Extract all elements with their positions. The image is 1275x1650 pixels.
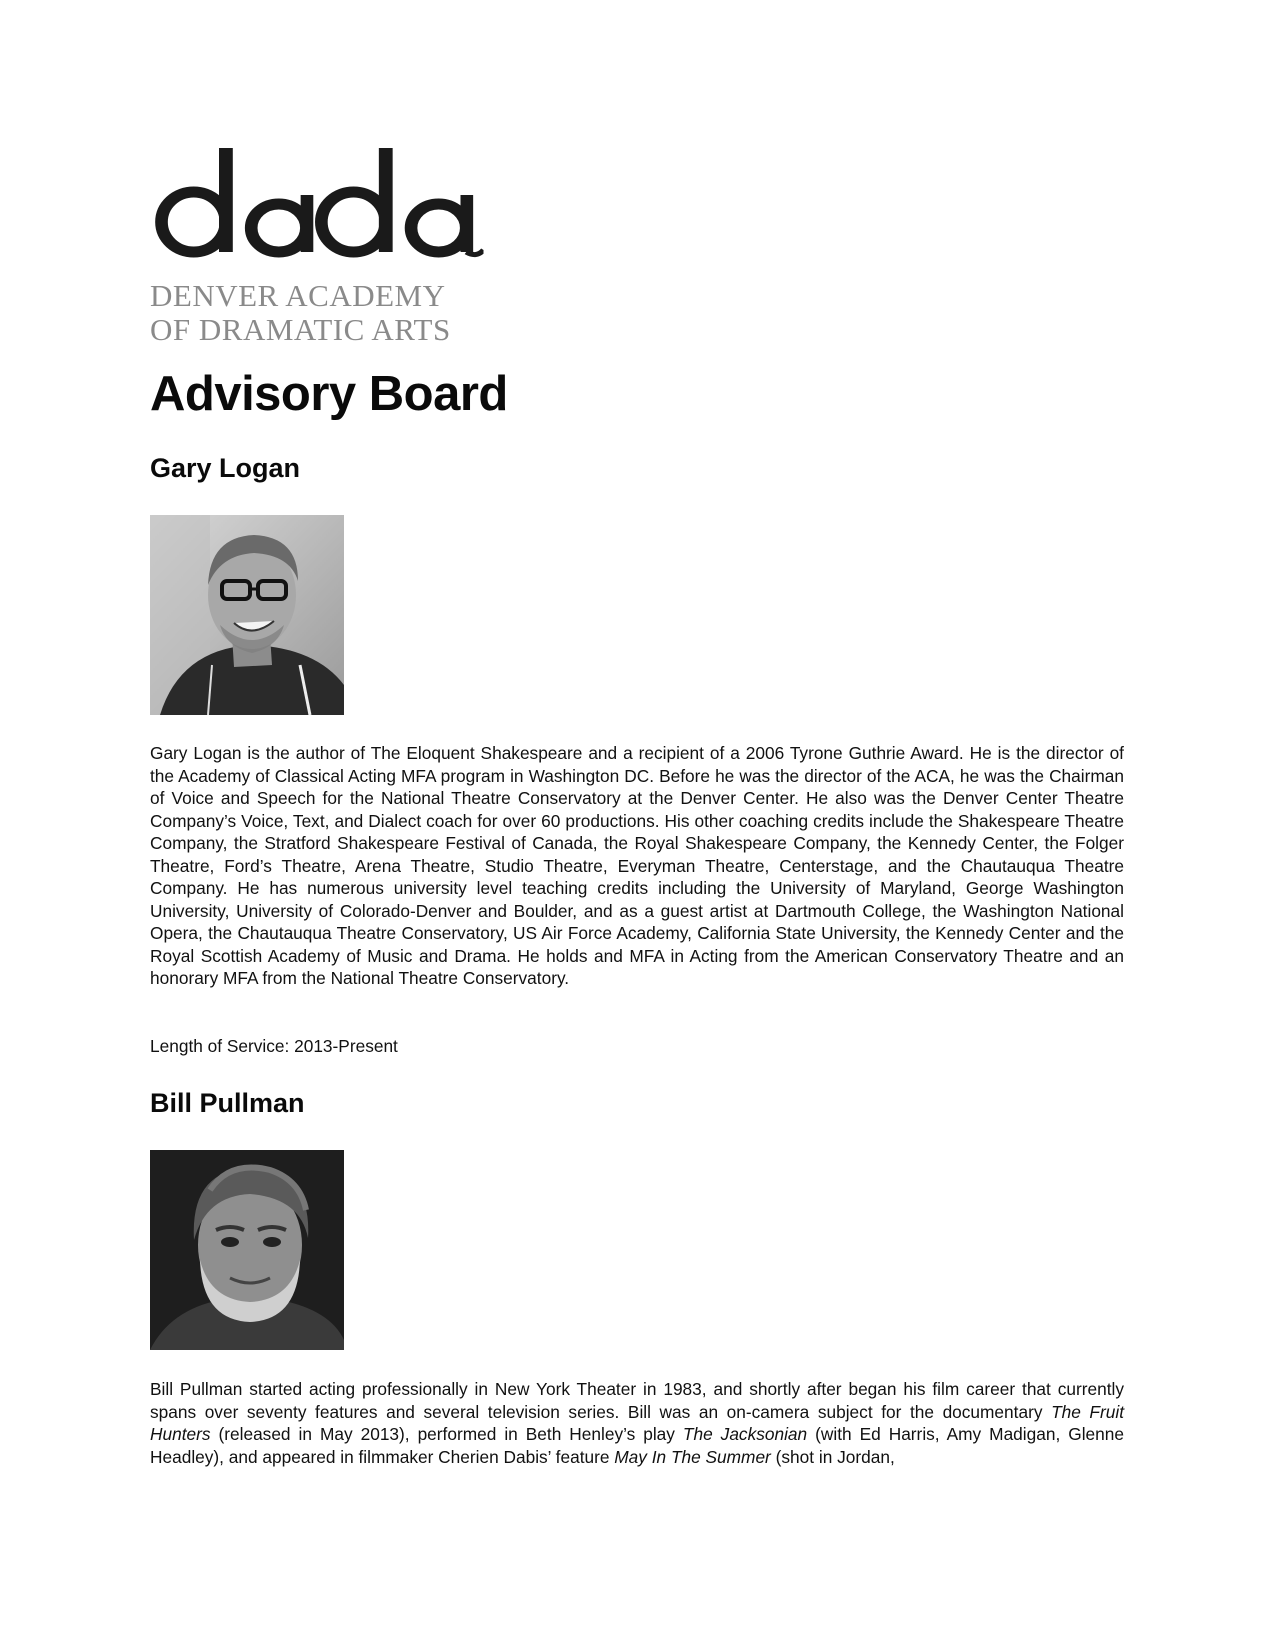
bio-film-title-may-in-the-summer: May In The Summer xyxy=(614,1446,771,1467)
member-service-gary-logan: Length of Service: 2013-Present xyxy=(150,1036,398,1056)
logo-line-1: DENVER ACADEMY xyxy=(150,278,446,313)
academy-logo xyxy=(150,140,470,345)
member-name-gary-logan: Gary Logan xyxy=(150,453,301,483)
member-bio-gary-logan: Gary Logan is the author of The Eloquent Shakespeare and a recipient of a 2006 Tyrone Guthrie Award. He is the director of the Academy of Classical Acting MFA program in Washington DC. Before he was the director of the ACA, he was the Chairman of Voice and Speech for the National Theatre Conservatory at the Denver Center. He also was the Denver Center Theatre Company’s Voice, Text, and Dialect coach for over 60 productions. His other coaching credits include the Shakespeare Theatre Company, the Stratford Shakespeare Festival of Canada, the Royal Shakespeare Company, the Kennedy Center, the Folger Theatre, Ford’s Theatre, Arena Theatre, Studio Theatre, Everyman Theatre, Centerstage, and the Chautauqua Theatre Company. He has numerous university level teaching credits including the University of Maryland, George Washington University, University of Colorado-Denver and Boulder, and as a guest artist at Dartmouth College, the Washington National Opera, the Chautauqua Theatre Conservatory, US Air Force Academy, California State University, the Kennedy Center and the Royal Scottish Academy of Music and Drama. He holds and MFA in Acting from the American Conservatory Theatre and an honorary MFA from the National Theatre Conservatory. xyxy=(150,743,1124,988)
member-name-bill-pullman: Bill Pullman xyxy=(150,1088,305,1118)
page-title: Advisory Board xyxy=(150,367,508,421)
bio-text-4: (shot in Jordan, xyxy=(770,1446,895,1467)
bio-text-2: (released in May 2013), performed in Beth Henley’s play xyxy=(210,1424,683,1444)
bio-film-title-fruit-hunters: The Fruit Hunters xyxy=(150,1401,1124,1444)
logo-line-2: OF DRAMATIC ARTS xyxy=(150,312,451,347)
logo-wordmark xyxy=(150,140,484,270)
member-bio-bill-pullman xyxy=(150,1378,1124,1468)
bio-text-1: Bill Pullman started acting professionally in New York Theater in 1983, and shortly after began his film career that currently spans over seventy features and several television series. Bill was an on-camera subject for the documentary xyxy=(150,1379,1124,1422)
portrait-image xyxy=(150,515,344,715)
member-photo-bill-pullman xyxy=(150,1150,344,1350)
bio-text-3: (with Ed Harris, Amy Madigan, Glenne Headley), and appeared in filmmaker Cherien Dabis’ feature xyxy=(150,1424,1124,1467)
logo-wordmark-graphic xyxy=(150,140,484,260)
member-photo-gary-logan xyxy=(150,515,344,715)
bio-play-title-jacksonian: The Jacksonian xyxy=(682,1424,808,1444)
portrait-image xyxy=(150,1150,344,1350)
